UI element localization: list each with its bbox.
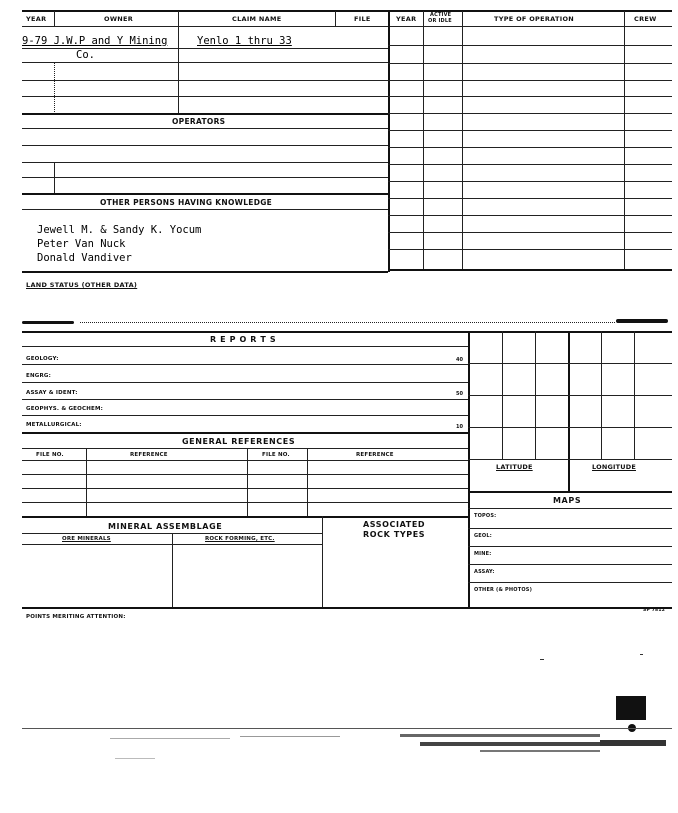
maps-topos: TOPOS: bbox=[474, 513, 497, 519]
longitude-label: LONGITUDE bbox=[592, 463, 636, 471]
report-metallurgical: METALLURGICAL: bbox=[26, 422, 82, 428]
operators-heading: OPERATORS bbox=[172, 117, 226, 126]
gr-reference-2: REFERENCE bbox=[356, 452, 394, 458]
scan-smudge-right bbox=[616, 319, 668, 323]
report-geology: GEOLOGY: bbox=[26, 356, 59, 362]
col-file: FILE bbox=[354, 15, 371, 23]
report-assay-num: 50 bbox=[456, 391, 463, 397]
latitude-label: LATITUDE bbox=[496, 463, 533, 471]
associated-rock-types-2: ROCK TYPES bbox=[363, 530, 426, 539]
col-crew: CREW bbox=[634, 15, 657, 23]
person-3: Donald Vandiver bbox=[37, 252, 132, 264]
report-metallurgical-num: 10 bbox=[456, 424, 463, 430]
other-persons-heading: OTHER PERSONS HAVING KNOWLEDGE bbox=[100, 198, 273, 207]
gr-file-no-1: FILE NO. bbox=[36, 452, 64, 458]
maps-heading: MAPS bbox=[553, 496, 582, 505]
report-assay: ASSAY & IDENT: bbox=[26, 390, 78, 396]
person-1: Jewell M. & Sandy K. Yocum bbox=[37, 224, 202, 236]
form-number: SP 7812 bbox=[643, 608, 666, 613]
rock-forming-label: ROCK FORMING, ETC. bbox=[205, 536, 275, 542]
land-status: LAND STATUS (OTHER DATA) bbox=[26, 281, 138, 289]
scan-smudge-left bbox=[22, 321, 74, 324]
report-geology-num: 40 bbox=[456, 357, 463, 363]
col-owner: OWNER bbox=[104, 15, 134, 23]
report-geophys: GEOPHYS. & GEOCHEM: bbox=[26, 406, 104, 412]
col-claim-name: CLAIM NAME bbox=[232, 15, 282, 23]
general-references-heading: GENERAL REFERENCES bbox=[182, 437, 296, 446]
report-engrg: ENGRG: bbox=[26, 373, 52, 379]
claim-entry: Yenlo 1 thru 33 bbox=[197, 35, 292, 47]
reports-heading: R E P O R T S bbox=[210, 335, 277, 344]
maps-assay: ASSAY: bbox=[474, 569, 495, 575]
maps-other: OTHER (& PHOTOS) bbox=[474, 587, 533, 593]
ore-minerals-label: ORE MINERALS bbox=[62, 536, 111, 542]
gr-file-no-2: FILE NO. bbox=[262, 452, 290, 458]
col-year-2: YEAR bbox=[396, 15, 417, 23]
col-type-of-operation: TYPE OF OPERATION bbox=[494, 15, 575, 23]
col-active-1: ACTIVE bbox=[430, 12, 452, 18]
mineral-assemblage-heading: MINERAL ASSEMBLAGE bbox=[108, 522, 223, 531]
points-meriting-attention: POINTS MERITING ATTENTION: bbox=[26, 614, 126, 620]
col-active-2: OR IDLE bbox=[428, 18, 452, 24]
maps-geol: GEOL: bbox=[474, 533, 492, 539]
owner-entry-cont: Co. bbox=[76, 49, 95, 61]
col-year: YEAR bbox=[26, 15, 47, 23]
associated-rock-types-1: ASSOCIATED bbox=[363, 520, 426, 529]
owner-entry: 9-79 J.W.P and Y Mining bbox=[22, 35, 168, 47]
gr-reference-1: REFERENCE bbox=[130, 452, 168, 458]
person-2: Peter Van Nuck bbox=[37, 238, 126, 250]
maps-mine: MINE: bbox=[474, 551, 492, 557]
